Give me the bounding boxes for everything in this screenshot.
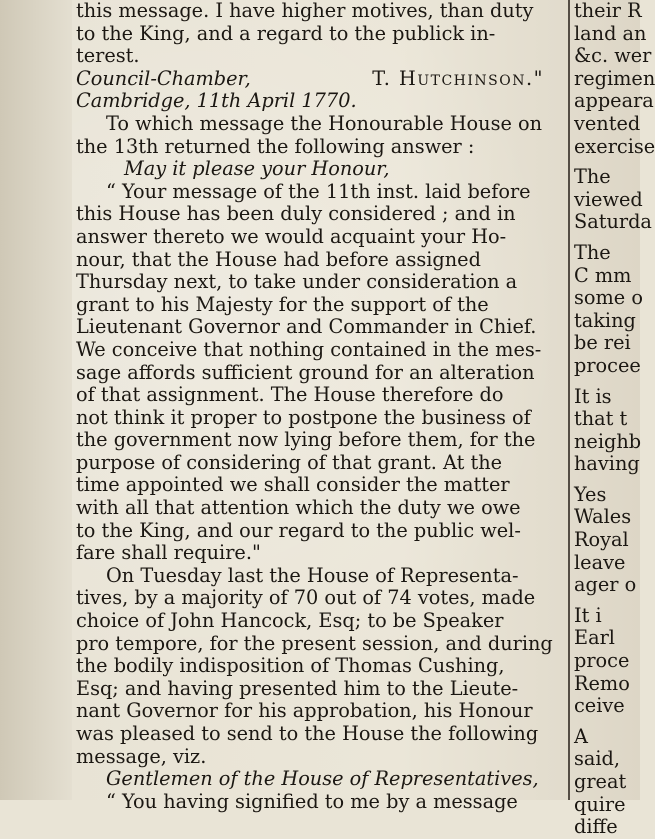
column-fragment: ceive (574, 694, 625, 718)
text-line: nour, that the House had before assigned (76, 247, 481, 271)
column-fragment: land an (574, 21, 647, 45)
article-body (76, 113, 558, 813)
text-line: time appointed we shall consider the matter (76, 473, 510, 497)
column-fragment: taking (574, 308, 636, 332)
text-line: not think it proper to postpone the business of (76, 405, 531, 429)
column-fragment: great (574, 770, 627, 793)
text-line: pro tempore, for the present session, and during (76, 631, 553, 655)
column-rule (568, 0, 570, 800)
text-line: fare shall require." (76, 541, 261, 565)
column-fragment: quire (574, 792, 626, 816)
text-line: of that assignment. The House therefore do (76, 383, 504, 407)
column-fragment: ager o (574, 573, 637, 597)
column-fragment: their R (574, 0, 642, 22)
text-line: this House has been duly considered ; and in (76, 202, 516, 226)
column-fragment: vented (574, 111, 641, 135)
column-fragment: neighb (574, 429, 642, 453)
text-line: the government now lying before them, for the (76, 428, 536, 452)
text-line: tives, by a majority of 70 out of 74 votes, made (76, 586, 536, 610)
column-fragment: regimen (574, 66, 655, 90)
column-fragment: The (574, 165, 611, 189)
text-line: to the King, and a regard to the publick in- (76, 21, 496, 45)
column-fragment: leave (574, 550, 626, 574)
signature-name: T. Hutchinson." (372, 66, 544, 90)
column-fragment: Wales (574, 505, 632, 529)
text-line: “ You having signified to me by a message (106, 789, 518, 813)
signature-place: Council-Chamber, (76, 66, 251, 90)
signature-line (76, 68, 558, 91)
text-line: Gentlemen of the House of Representatives, (106, 767, 539, 791)
column-fragment: &c. wer (574, 44, 652, 68)
column-fragment: Saturda (574, 210, 652, 234)
text-line: Lieutenant Governor and Commander in Chief. (76, 315, 537, 339)
column-fragment: diffe (574, 815, 618, 839)
text-line: the 13th returned the following answer : (76, 134, 475, 158)
text-line: Thursday next, to take under consideration a (76, 270, 518, 294)
text-line: terest. (76, 44, 140, 68)
text-line: May it please your Honour, (124, 157, 390, 181)
column-fragment: appeara (574, 89, 654, 113)
page-margin (0, 0, 72, 800)
column-fragment: be rei (574, 331, 631, 355)
text-line: purpose of considering of that grant. At the (76, 450, 503, 474)
column-fragment: said, (574, 747, 621, 771)
text-line: the bodily indisposition of Thomas Cushing, (76, 654, 505, 678)
column-fragment: proce (574, 649, 630, 673)
column-fragment: C mm (574, 263, 632, 287)
text-line: choice of John Hancock, Esq; to be Speaker (76, 609, 504, 633)
column-fragment: some o (574, 286, 643, 310)
column-fragment: A (574, 724, 588, 748)
text-line: was pleased to send to the House the following (76, 722, 539, 745)
column-fragment: It is (574, 384, 612, 408)
column-fragment: Remo (574, 671, 630, 695)
column-fragment: It i (574, 603, 602, 627)
column-fragment: viewed (574, 187, 643, 211)
text-line: On Tuesday last the House of Representa- (106, 563, 519, 587)
dateline: Cambridge, 11th April 1770. (76, 89, 357, 113)
text-line: “ Your message of the 11th inst. laid before (106, 179, 531, 203)
column-fragment: exercise (574, 134, 655, 158)
text-line: nant Governor for his approbation, his Honour (76, 699, 533, 723)
column-fragment: Earl (574, 626, 615, 650)
text-line: We conceive that nothing contained in the mes- (76, 337, 542, 361)
column-fragment: Yes (574, 482, 607, 506)
column-fragment: that t (574, 407, 628, 431)
text-line: to the King, and our regard to the public wel- (76, 518, 521, 542)
text-line: message, viz. (76, 744, 207, 768)
column-fragment: Royal (574, 528, 629, 552)
main-column (76, 0, 558, 813)
text-line: grant to his Majesty for the support of the (76, 292, 489, 316)
text-line: Esq; and having presented him to the Lieute- (76, 676, 519, 700)
text-line: sage affords sufficient ground for an alteration (76, 360, 535, 384)
text-line: To which message the Honourable House on (106, 111, 543, 135)
text-line: answer thereto we would acquaint your Ho- (76, 224, 507, 248)
text-line: with all that attention which the duty we owe (76, 496, 521, 520)
intro-lines (76, 0, 558, 68)
column-fragment: having (574, 452, 640, 476)
column-fragment: The (574, 240, 611, 264)
text-line: this message. I have higher motives, than duty (76, 0, 534, 22)
column-fragment: procee (574, 353, 641, 377)
right-column (574, 0, 655, 839)
